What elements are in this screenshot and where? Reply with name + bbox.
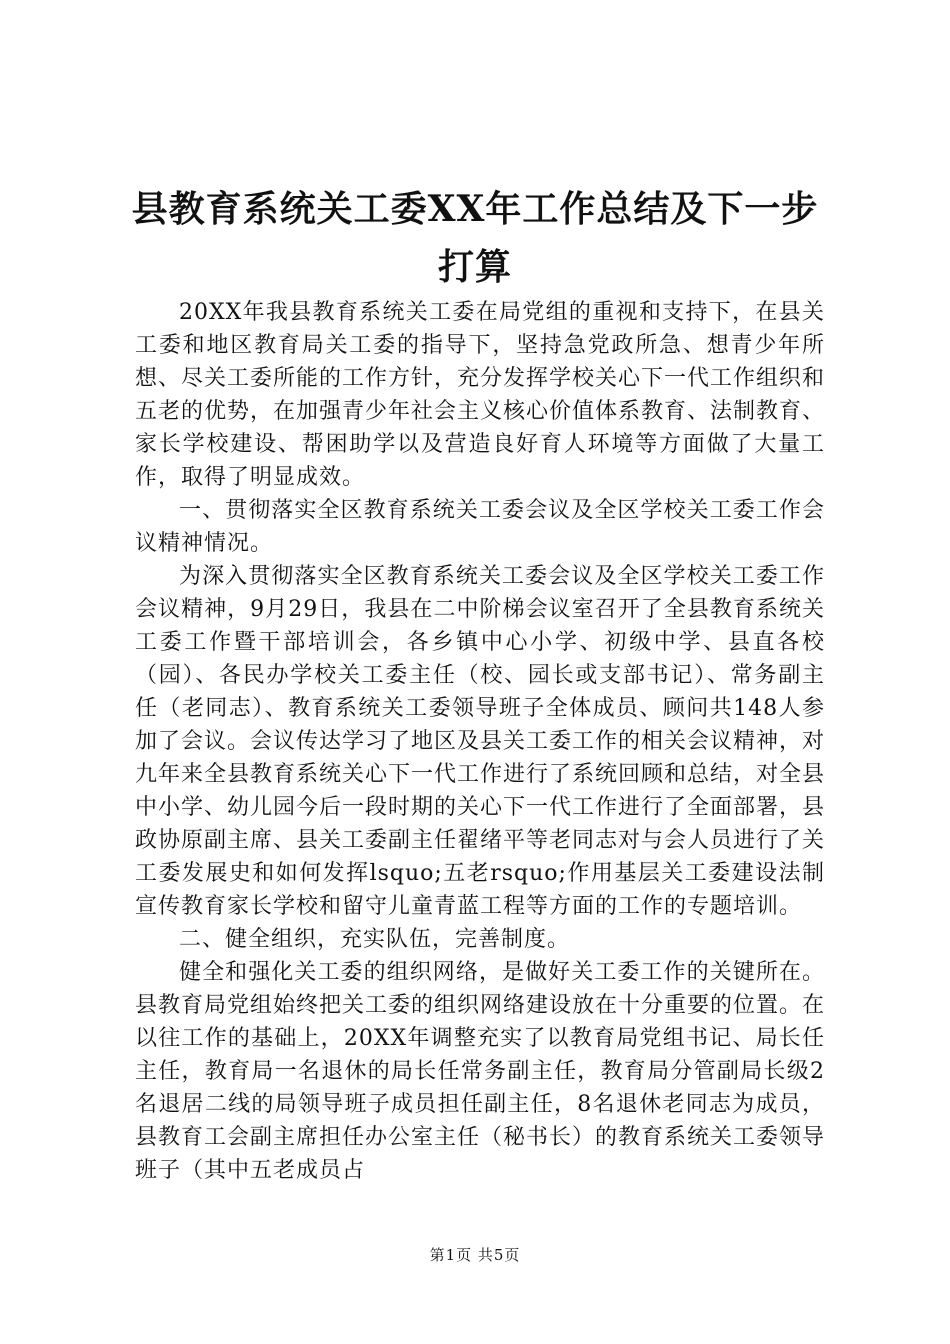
page-number-footer: 第1页 共5页 <box>429 1246 521 1264</box>
document-title: 县教育系统关工委XX年工作总结及下一步打算 <box>131 188 819 288</box>
section-heading-1: 一、贯彻落实全区教育系统关工委会议及全区学校关工委工作会议精神情况。 <box>135 498 825 556</box>
paragraph-section-2: 健全和强化关工委的组织网络，是做好关工委工作的关键所在。县教育局党组始终把关工委的组织网络建设放在十分重要的位置。在以往工作的基础上，20XX年调整充实了以教育局党组书记、局长任主任，教育局一名退休的局长任常务副主任，教育局分管副局长级2名退居二线的局领导班子成员担任副主任，8名退休老同志为成员，县教育工会副主席担任办公室主任（秘书长）的教育系统关工委领导班子（其中五老成员占 <box>135 960 826 1183</box>
paragraph-section-1: 为深入贯彻落实全区教育系统关工委会议及全区学校关工委工作会议精神，9月29日，我县在二中阶梯会议室召开了全县教育系统关工委工作暨干部培训会，各乡镇中心小学、初级中学、县直各校（园）、各民办学校关工委主任（校、园长或支部书记）、常务副主任（老同志）、教育系统关工委领导班子全体成员、顾问共148人参加了会议。会议传达学习了地区及县关工委工作的相关会议精神，对九年来全县教育系统关心下一代工作进行了系统回顾和总结，对全县中小学、幼儿园今后一段时期的关心下一代工作进行了全面部署，县政协原副主席、县关工委副主任翟绪平等老同志对与会人员进行了关工委发展史和如何发挥lsquo;五老rsquo;作用基层关工委建设法制宣传教育家长学校和留守儿童青蓝工程等方面的工作的专题培训。 <box>135 564 826 919</box>
paragraph-intro: 20XX年我县教育系统关工委在局党组的重视和支持下，在县关工委和地区教育局关工委的指导下，坚持急党政所急、想青少年所想、尽关工委所能的工作方针，充分发挥学校关心下一代工作组织和五老的优势，在加强青少年社会主义核心价值体系教育、法制教育、家长学校建设、帮困助学以及营造良好育人环境等方面做了大量工作，取得了明显成效。 <box>135 300 826 490</box>
section-heading-2: 二、健全组织，充实队伍，完善制度。 <box>179 927 571 952</box>
document-body <box>135 296 825 1187</box>
